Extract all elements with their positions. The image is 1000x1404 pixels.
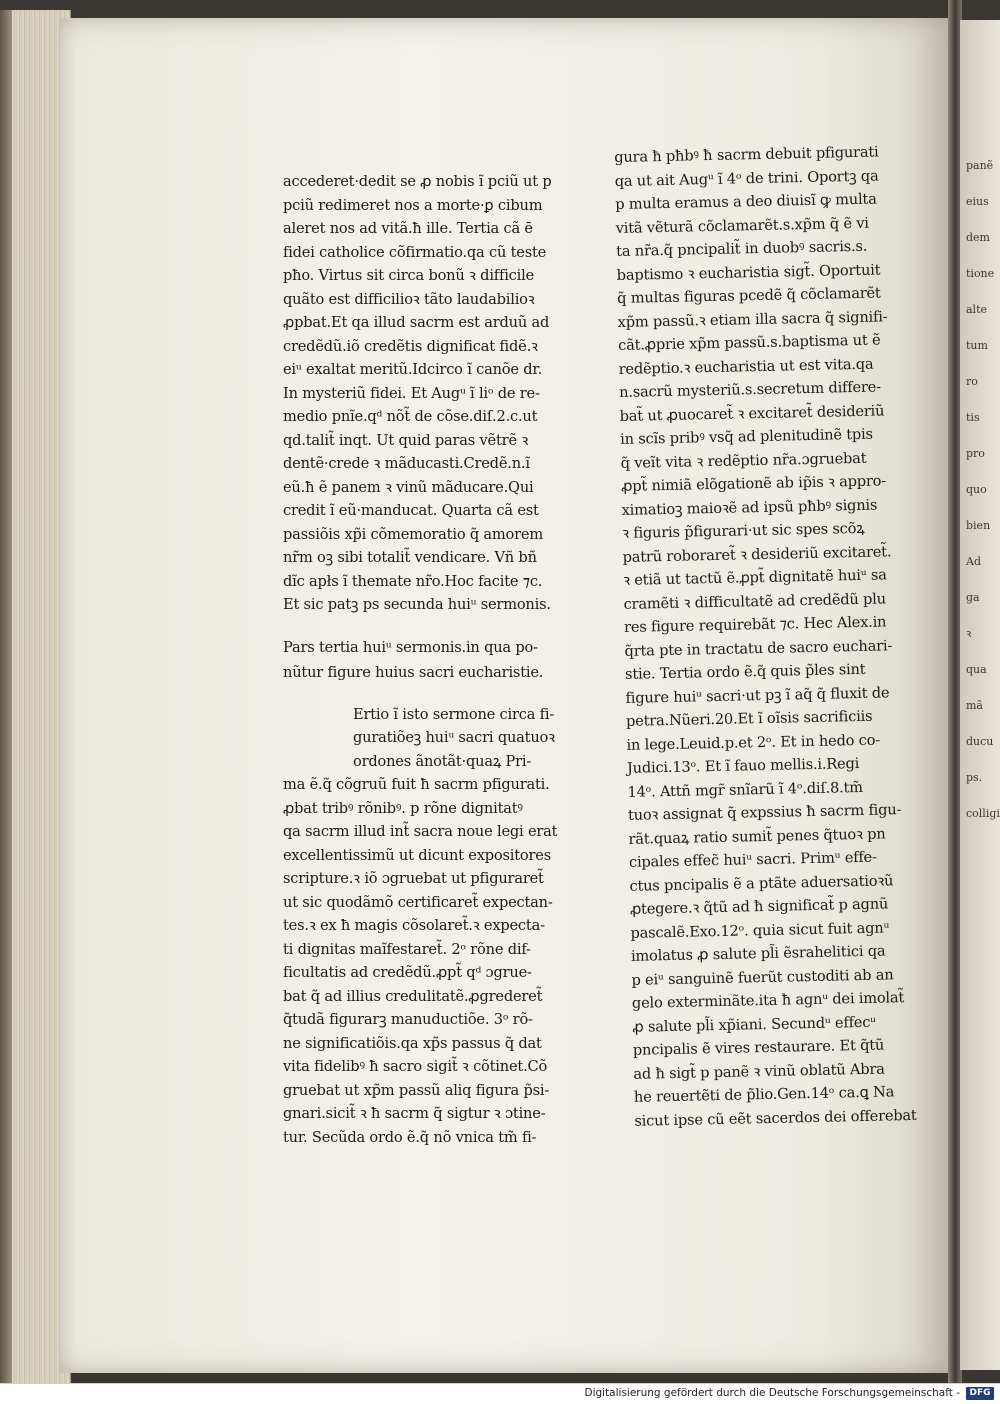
text-line: nr̃m oꝫ sibi totalit̃ vendicare. Vñ bñ — [283, 549, 537, 566]
facing-page-text: eius — [966, 195, 989, 208]
facing-page-text: panẽ — [966, 159, 994, 172]
text-line: qd.talit̃ inqt. Ut quid paras vẽtrẽ ꝛ — [283, 431, 529, 449]
text-line: ꝛ figuris p̃figurari·ut sic spes scõꝝ — [621, 519, 865, 542]
text-line: stie. Tertia ordo ẽ.q̃ quis p̃les sint — [624, 660, 866, 683]
text-line: q̃ veĩt vita ꝛ redẽptio nr̃a.ɔgruebat — [620, 449, 867, 472]
facing-page-text: dem — [966, 231, 990, 244]
facing-page-text: ducu — [966, 735, 994, 748]
text-line: credit ĩ eũ·manducat. Quarta cã est — [283, 502, 539, 519]
text-line: scripture.ꝛ iõ ɔgruebat ut pfiguraret̃ — [283, 870, 544, 887]
text-line: patrũ roboraret̃ ꝛ desideriũ excitaret̃. — [622, 542, 892, 566]
text-line: pascalẽ.Exo.12ᵒ. quia sicut fuit agnᵘ — [630, 918, 890, 942]
text-line: Judici.13ᵒ. Et ĩ fauo mellis.i.Regi — [626, 755, 860, 777]
text-line: aleret nos ad vitã.ħ ille. Tertia cã ē — [283, 220, 533, 237]
facing-page-text: qua — [966, 663, 987, 676]
text-line: in lege.Leuid.p.et 2ᵒ. Et in hedo co- — [626, 731, 881, 754]
text-line: medio pnĩe.qᵈ nõt̃ de cõse.diſ.2.c.ut — [283, 408, 538, 425]
text-line: vitã vẽturã cõclamarẽt.s.xp̃m q̃ ẽ vi — [615, 214, 869, 237]
text-line: ctus pncipalis ẽ a ptãte aduersatioꝛũ — [629, 871, 894, 895]
text-line: baptismo ꝛ eucharistia sigt̃. Oportuit — [616, 260, 881, 284]
text-line: ad ħ sigt̃ p panẽ ꝛ vinũ oblatũ Abra — [633, 1060, 885, 1083]
text-line: accederet·dedit se ꝓ nobis ĩ pciũ ut p — [283, 173, 552, 190]
text-line: dĩc apłs ĩ themate nr̃o.Hoc facite ⁊c. — [283, 572, 543, 590]
text-line: ut sic quodãmõ certificaret̃ expectan- — [283, 893, 553, 911]
text-line: ꝓpt̃ nimiã elõgationẽ ab ip̃is ꝛ appro- — [620, 472, 887, 495]
text-line: ꝛ etiã ut tactũ ẽ.ꝓpt̃ dignitatẽ huiᵘ sa — [622, 566, 887, 589]
text-line: gruebat ut xp̃m passũ aliq figura p̃si- — [283, 1081, 550, 1099]
text-line: cramẽti ꝛ difficultatẽ ad credẽdũ plu — [623, 589, 887, 613]
text-line: tur. Secũda ordo ẽ.q̃ nõ vnica tm̃ fi- — [283, 1128, 537, 1146]
facing-page-text: colligi — [966, 807, 1000, 820]
text-line: pħo. Virtus sit circa bonũ ꝛ difficile — [283, 267, 535, 284]
text-line: res figure requirebãt ⁊c. Hec Alex.in — [623, 613, 887, 636]
facing-page-text: alte — [966, 303, 988, 316]
text-line: ti dignitas maĩfestaret̃. 2ᵒ rõne dif- — [283, 940, 531, 958]
text-line: sicut ipse cũ eẽt sacerdos dei offerebat — [634, 1106, 917, 1130]
text-line: ꝓbat tribꝰ rõnibꝰ. p rõne dignitatꝰ — [283, 799, 523, 817]
facing-page-text: quo — [966, 483, 987, 496]
text-line: p eiᵘ sanguinẽ fuerũt custoditi ab an — [631, 965, 894, 989]
dfg-logo[interactable]: DFG — [966, 1387, 994, 1400]
text-line: n.sacrũ mysteriũ.s.secretum differe- — [618, 378, 882, 401]
spacer — [283, 617, 583, 635]
text-line: gelo exterminãte.ita ħ agnᵘ dei imolat̃ — [631, 989, 905, 1012]
spacer — [283, 685, 583, 703]
text-line: cipales effec̃ huiᵘ sacri. Primᵘ effe- — [628, 848, 877, 871]
text-line: ta nr̃a.q̃ pncipalit̃ in duobꝰ sacris.s. — [616, 237, 868, 260]
text-line: ꝓtegere.ꝛ q̃tũ ad ħ significat̃ p agnũ — [629, 895, 889, 918]
section-heading-line: nũtur figure huius sacri eucharistie. — [283, 663, 544, 681]
text-line: guratiõeꝫ huiᵘ sacri quatuoꝛ — [353, 729, 555, 746]
text-line: dentẽ·crede ꝛ mãducasti.Credẽ.n.ĩ — [283, 455, 530, 472]
text-line: eiᵘ exaltat meritũ.Idcirco ĩ canõe dr. — [283, 361, 543, 378]
text-column-left — [283, 170, 583, 1149]
text-line: ne significatiõis.qa xp̃s passus q̃ dat — [283, 1034, 542, 1052]
facing-page-text: tione — [966, 267, 995, 280]
text-line: fidei catholice cõfirmatio.qa cũ teste — [283, 243, 547, 261]
text-line: ximatioꝫ maioꝛẽ ad ipsũ pħbꝰ signis — [621, 496, 878, 519]
facing-page-text: ga — [966, 591, 980, 604]
footer-bar — [0, 1383, 1000, 1404]
text-line: In mysteriũ fidei. Et Augᵘ ĩ liᵒ de re- — [283, 384, 540, 402]
text-line: figure huiᵘ sacri·ut pꝫ ĩ aq̃ q̃ fluxit de — [625, 683, 890, 707]
text-line: pncipalis ẽ vires restaurare. Et q̃tũ — [632, 1036, 885, 1059]
text-line: p multa eramus a deo diuisĩ ꝙ multa — [615, 190, 877, 213]
text-line: excellentissimũ ut dicunt expositores — [283, 846, 551, 864]
text-line: rãt.quaꝝ ratio sumit̃ penes q̃tuoꝛ pn — [628, 824, 886, 848]
text-line: passiõis xp̃i cõmemoratio q̃ amorem — [283, 525, 543, 543]
text-line: cãt.ꝓprie xp̃m passũ.s.baptisma ut ẽ — [618, 331, 881, 354]
text-line: Ertio ĩ isto sermone circa fi- — [353, 705, 555, 723]
text-line: tes.ꝛ ex ħ magis cõsolaret̃.ꝛ expecta- — [283, 917, 545, 934]
text-line: credẽdũ.iõ credẽtis dignificat fidẽ.ꝛ — [283, 337, 538, 355]
facing-page-text: ps. — [966, 771, 983, 784]
text-line: q̃tudã figurarꝫ manuductiõe. 3ᵒ rõ- — [283, 1011, 533, 1028]
facing-page-text: bien — [966, 519, 991, 532]
footer-credit: Digitalisierung gefördert durch die Deutsche Forschungsgemeinschaft - — [584, 1387, 960, 1399]
text-line: ficultatis ad credẽdũ.ꝓpt̃ qᵈ ɔgrue- — [283, 964, 532, 981]
facing-page-text: Ad — [966, 555, 981, 568]
text-line: ma ẽ.q̃ cõgruũ fuit ħ sacrm pfigurati. — [283, 776, 550, 793]
facing-page-text: pro — [966, 447, 985, 460]
text-line: bat q̃ ad illius credulitatẽ.ꝓgrederet̃ — [283, 987, 543, 1005]
facing-page-text: tum — [966, 339, 988, 352]
text-line: pciũ redimeret nos a morte·ꝑ cibum — [283, 196, 543, 214]
text-line: petra.Nũeri.20.Et ĩ oĩsis sacrificiis — [625, 707, 873, 730]
facing-page-fragment — [960, 20, 1000, 1370]
text-line: redẽptio.ꝛ eucharistia ut est vita.qa — [618, 355, 874, 378]
text-line: ꝓ salute pl̃i xp̃iani. Secundᵘ effecᵘ — [632, 1013, 876, 1036]
text-line: imolatus ꝓ salute pl̃i ẽsrahelitici qa — [630, 942, 886, 965]
text-line: q̃rta pte in tractatu de sacro euchari- — [624, 636, 893, 660]
text-line: 14ᵒ. Attñ mgr̃ snĩarũ ĩ 4ᵒ.diſ.8.tm̃ — [627, 778, 863, 801]
text-column-right — [614, 140, 935, 1133]
text-line: he reuertẽti de p̃lio.Gen.14ᵒ ca.ꝗ Na — [633, 1083, 895, 1106]
text-line: bat̃ ut ꝓuocaret̃ ꝛ excitaret̃ desideriũ — [619, 401, 885, 425]
text-line: xp̃m passũ.ꝛ etiam illa sacra q̃ signifi- — [617, 307, 888, 331]
text-line: in scĩs pribꝰ vsq̃ ad plenitudinẽ tpis — [619, 425, 874, 448]
text-line: ordones ãnotãt·quaꝝ Pri- — [353, 752, 532, 770]
text-line: qa sacrm illud int̃ sacra noue legi erat — [283, 823, 558, 840]
text-line: tuoꝛ assignat q̃ expssius ħ sacrm figu- — [627, 801, 902, 824]
facing-page-text: ro — [966, 375, 978, 388]
facing-page-text: mã — [966, 699, 983, 712]
text-line: quãto est difficilioꝛ tãto laudabilioꝛ — [283, 290, 535, 308]
text-line: gura ħ pħbꝰ ħ sacrm debuit pfigurati — [614, 143, 879, 166]
text-line: q̃ multas figuras pcedẽ q̃ cõclamarẽt — [617, 284, 881, 307]
text-line: eũ.ħ ẽ panem ꝛ vinũ mãducare.Qui — [283, 478, 534, 496]
text-line: vita fidelibꝰ ħ sacro sigit̃ ꝛ cõtinet.Cõ — [283, 1058, 548, 1075]
text-line: ꝓpbat.Et qa illud sacrm est arduũ ad — [283, 314, 550, 331]
text-line: qa ut ait Augᵘ ĩ 4ᵒ de trini. Oportꝫ qa — [614, 166, 879, 190]
text-line: Et sic patꝫ ps secunda huiᵘ sermonis. — [283, 596, 551, 613]
section-heading-line: Pars tertia huiᵘ sermonis.in qua po- — [283, 638, 538, 656]
text-line: gnari.sicit̃ ꝛ ħ sacrm q̃ sigtur ꝛ ɔtine- — [283, 1105, 546, 1122]
facing-page-text: tis — [966, 411, 980, 424]
facing-page-text: ꝛ — [966, 627, 972, 640]
